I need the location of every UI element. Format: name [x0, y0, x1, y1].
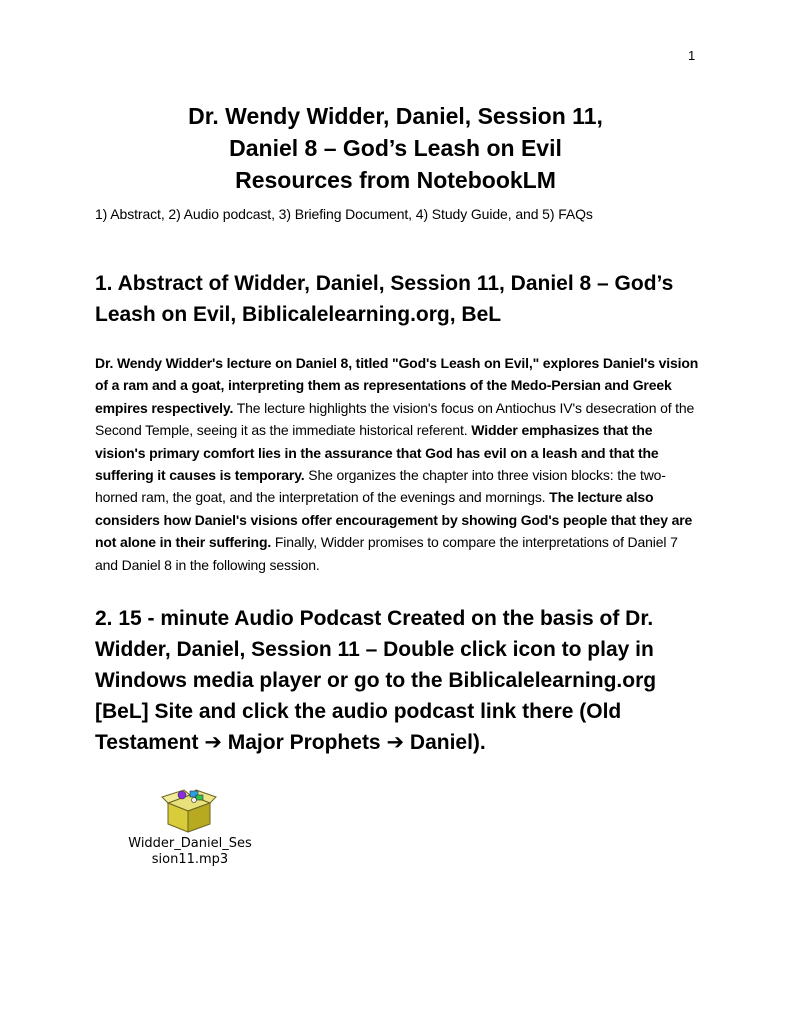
- title-line-3: Resources from NotebookLM: [235, 167, 556, 193]
- abstract-text-2: The lecture highlights the vision's focus on Antiochus IV's desecration of the Second Temple, seeing it as the immediate historical referent.: [95, 399, 695, 439]
- title-line-1: Dr. Wendy Widder, Daniel, Session 11,: [188, 103, 603, 129]
- document-title: [0, 100, 791, 196]
- abstract-text-4: She organizes the chapter into three vision blocks: the two-horned ram, the goat, and the interpretation of the evenings and mornings.: [95, 467, 666, 506]
- abstract-bold-5: The lecture also considers how Daniel's visions offer encouragement by showing God's people that they are not alone in their suffering.: [95, 489, 693, 551]
- audio-file-package-icon[interactable]: [160, 789, 220, 833]
- right-arrow-icon: ➔: [386, 731, 405, 754]
- section-2-heading-part-1: 2. 15 - minute Audio Podcast Created on the basis of Dr. Widder, Daniel, Session 11 – Double click icon to play in Windows media player or go to the Biblicalelearning.org [BeL] Site and click the audio podcast link there (Old Testament: [95, 607, 657, 754]
- abstract-paragraph: [95, 352, 701, 576]
- section-2-heading: [95, 603, 707, 758]
- section-2-heading-part-2: Major Prophets: [221, 731, 387, 754]
- title-line-2: Daniel 8 – God’s Leash on Evil: [229, 135, 562, 161]
- abstract-text-6: Finally, Widder promises to compare the interpretations of Daniel 7 and Daniel 8 in the following session.: [95, 534, 678, 573]
- right-arrow-icon: ➔: [204, 731, 222, 754]
- abstract-bold-1: Dr. Wendy Widder's lecture on Daniel 8, titled "God's Leash on Evil," explores Daniel's vision of a ram and a goat, interpreting them as representations of the Medo-Persian and Greek empires respectively.: [95, 355, 699, 416]
- audio-file-name-line-2: sion11.mp3: [151, 852, 229, 867]
- resource-list: 1) Abstract, 2) Audio podcast, 3) Briefing Document, 4) Study Guide, and 5) FAQs: [95, 206, 593, 222]
- abstract-bold-3: Widder emphasizes that the vision's primary comfort lies in the assurance that God has evil on a leash and that the suffering it causes is temporary.: [95, 422, 659, 484]
- page-number: 1: [688, 48, 696, 63]
- section-1-heading: 1. Abstract of Widder, Daniel, Session 11, Daniel 8 – God’s Leash on Evil, Biblicalelearning.org, BeL: [95, 272, 674, 326]
- section-2-heading-part-3: Daniel).: [404, 731, 486, 754]
- audio-file-name-line-1: Widder_Daniel_Ses: [128, 836, 252, 851]
- audio-file-label[interactable]: [90, 836, 290, 868]
